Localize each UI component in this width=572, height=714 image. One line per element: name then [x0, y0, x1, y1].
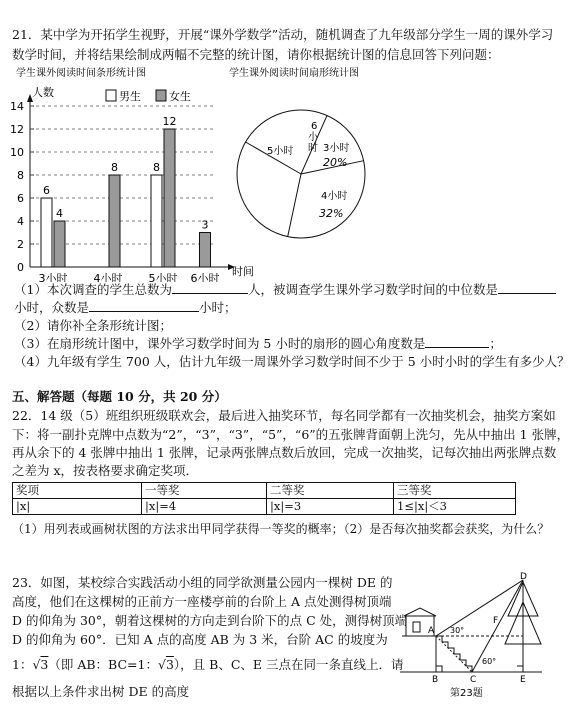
q23-line5-a: 1： — [12, 657, 33, 672]
q21-sub4: （4）九年级有学生 700 人，估计九年级一周课外学习数学时间不少于 5 小时小时的学生有多少人？ — [14, 354, 570, 369]
slope-ac — [436, 636, 472, 672]
q23-line5-c: ），且 B、C、E 三点在同一条直线上．请 — [173, 657, 404, 672]
sight-line-c — [472, 580, 523, 672]
x-tick-label: 3小时 — [38, 272, 68, 282]
q21-sub1-a: （1）本次调查的学生总数为 — [14, 282, 172, 297]
q21-sub1-line2 — [14, 299, 237, 317]
sqrt-radicand: 3 — [40, 657, 49, 672]
q22-question: （1）用列表或画树状图的方法求出甲同学获得一等奖的概率；（2）是否每次抽奖都会获奖，为什么？ — [12, 522, 550, 536]
q22-line4: 之差为 x，按表格要求确定奖项． — [12, 463, 199, 478]
bar-chart-title: 学生课外阅读时间条形统计图 — [16, 68, 146, 79]
label-b: B — [432, 675, 439, 685]
x-tick-label: 4小时 — [93, 272, 123, 282]
section5-header: 五、解答题（每题 10 分，共 20 分） — [12, 389, 227, 404]
label-a: A — [428, 626, 435, 636]
award-cell: |x|=4 — [142, 499, 267, 515]
q23-line5-b: （即 AB：BC=1： — [48, 657, 158, 672]
pie-slice-label: 5小时 — [267, 146, 294, 157]
y-tick-label: 14 — [10, 100, 24, 113]
q21-sub1-d: 小时； — [199, 300, 237, 315]
y-tick-label: 2 — [17, 238, 24, 251]
q21-sub3-a: （3）在扇形统计图中，课外学习数学时间为 5 小时的扇形的圆心角度数是 — [14, 336, 426, 351]
y-tick-label: 10 — [10, 146, 24, 159]
q23-line1: 23．如图，某校综合实践活动小组的同学欲测量公园内一棵树 DE 的 — [12, 575, 393, 590]
q21-intro-line1: 21．某中学为开拓学生视野，开展“课外学数学”活动，随机调查了九年级部分学生一周的课外学习 — [12, 27, 554, 42]
y-tick-label: 4 — [17, 215, 24, 228]
award-header-cell: 三等奖 — [394, 483, 516, 499]
bar-girl — [200, 233, 211, 268]
pie-chart — [225, 62, 385, 272]
label-f: F — [493, 616, 499, 626]
pie-slice-label: 6 — [311, 121, 318, 132]
pie-slice-label: 4小时 — [321, 191, 348, 202]
legend-girl-swatch — [156, 90, 166, 101]
q21-sub1-b: 人，被调查学生课外学习数学时间的中位数是 — [247, 282, 498, 297]
legend-girl-label: 女生 — [169, 90, 191, 103]
angle-30-label: 30° — [450, 626, 465, 635]
pie-chart-title: 学生课外阅读时间扇形统计图 — [229, 68, 359, 79]
y-tick-label: 12 — [10, 123, 24, 136]
pie-slice-label: 小 — [308, 132, 318, 143]
sqrt-radicand: 3 — [165, 657, 174, 672]
pie-slice-percent: 32% — [319, 207, 344, 220]
q21-sub1-c: 小时，众数是 — [14, 300, 90, 315]
award-cell: 1≤|x|＜3 — [394, 499, 516, 515]
pie-slice-percent: 20% — [323, 156, 348, 169]
bar-value-label: 6 — [43, 184, 50, 197]
pavilion-roof — [404, 608, 436, 616]
bar-value-label: 12 — [162, 115, 177, 128]
pie-slice-label: 时 — [308, 143, 318, 154]
y-tick-label: 6 — [17, 192, 24, 205]
legend-boy-label: 男生 — [119, 90, 141, 103]
q23-line5 — [12, 656, 403, 674]
answer-blank-mode[interactable] — [89, 299, 199, 312]
bar-boy — [41, 198, 52, 267]
bar-girl — [164, 129, 175, 267]
bar-boy — [151, 175, 162, 267]
bar-chart — [0, 62, 262, 282]
right-angle-b — [436, 666, 442, 672]
q21-sub1-line1 — [14, 281, 556, 299]
award-table — [12, 482, 516, 515]
award-table-row — [13, 499, 516, 515]
answer-blank-total[interactable] — [172, 281, 248, 294]
y-tick-label: 8 — [17, 169, 24, 182]
y-tick-label: 0 — [17, 261, 24, 274]
label-c: C — [470, 675, 477, 685]
award-header-cell: 二等奖 — [267, 483, 394, 499]
bar-value-label: 4 — [56, 207, 63, 220]
answer-blank-median[interactable] — [498, 281, 556, 294]
angle-60-label: 60° — [482, 657, 497, 666]
q22-line2: 下：将一副扑克牌中点数为“2”，“3”，“3”，“5”，“6”的五张牌背面朝上洗匀，先从中抽出 1 张牌， — [12, 427, 570, 442]
q21-sub3 — [14, 335, 502, 353]
award-header-cell: 一等奖 — [142, 483, 267, 499]
award-cell: |x|=3 — [267, 499, 394, 515]
x-tick-label: 6小时 — [190, 272, 220, 282]
award-table-header-row — [13, 483, 516, 499]
q21-intro-line2: 数学时间，并将结果绘制成两幅不完整的统计图，请你根据统计图的信息回答下列问题： — [12, 47, 500, 62]
bar-girl — [109, 175, 120, 267]
q23-line4: D 的仰角为 60°．已知 A 点的高度 AB 为 3 米，台阶 AC 的坡度为 — [12, 632, 388, 647]
x-axis-label: 时间 — [232, 265, 254, 278]
q21-sub2: （2）请你补全条形统计图； — [14, 318, 172, 333]
pavilion-door — [413, 622, 420, 632]
bar-value-label: 3 — [201, 218, 209, 232]
q23-line2: 高度，他们在这棵树的正前方一座楼亭前的台阶上 A 点处测得树顶端 — [12, 594, 392, 609]
answer-blank-angle[interactable] — [425, 335, 489, 348]
q22-line1: 22．14 级（5）班组织班级联欢会，最后进入抽奖环节，每名同学都有一次抽奖机会，抽奖方案如 — [12, 408, 556, 423]
award-header-cell: 奖项 — [13, 483, 142, 499]
bar-chart-legend — [106, 89, 191, 103]
label-e: E — [520, 675, 526, 685]
tree-measurement-figure — [392, 572, 558, 710]
pie-slice-label: 3小时 — [323, 143, 350, 154]
q22-line3: 再从余下的 4 张牌中抽出 1 张牌，记录两张牌点数后放回，完成一次抽奖，记每次抽出两张牌点数 — [12, 445, 557, 460]
q21-sub3-b: ； — [489, 336, 502, 351]
q23-line3: D 的仰角为 30°，朝着这棵树的方向走到台阶下的点 C 处，测得树顶端 — [12, 613, 408, 628]
sqrt-symbol: √ — [32, 657, 41, 672]
label-d: D — [520, 572, 527, 582]
legend-boy-swatch — [106, 90, 116, 101]
sqrt-symbol: √ — [157, 657, 166, 672]
award-cell: |x| — [13, 499, 142, 515]
bar-girl — [54, 221, 65, 267]
y-axis-label: 人数 — [32, 86, 54, 99]
bar-value-label: 8 — [153, 161, 160, 174]
bar-value-label: 8 — [111, 161, 118, 174]
x-tick-label: 5小时 — [148, 272, 178, 282]
figure-caption: 第23题 — [450, 688, 483, 699]
q23-line6: 根据以上条件求出树 DE 的高度 — [12, 684, 190, 699]
